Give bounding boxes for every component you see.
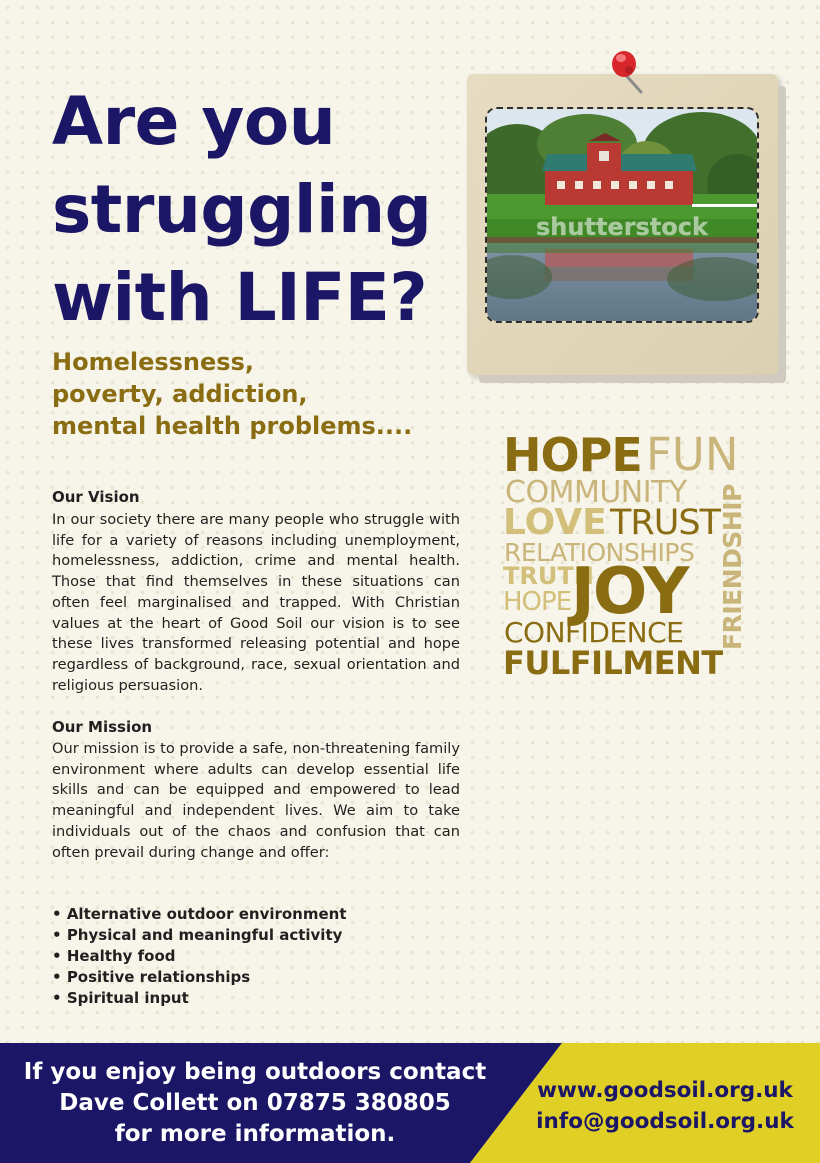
footer-contact-line-3: for more information. (114, 1121, 396, 1147)
photo-card (467, 74, 778, 375)
footer-contact-line-1: If you enjoy being outdoors contact (23, 1059, 487, 1085)
email-link[interactable]: info@goodsoil.org.uk (536, 1109, 794, 1134)
word-fun: FUN (646, 428, 739, 481)
website-link[interactable]: www.goodsoil.org.uk (537, 1078, 793, 1103)
vision-title: Our Vision (52, 488, 140, 506)
bullet-item: • Healthy food (52, 946, 347, 967)
word-fulfilment: FULFILMENT (503, 644, 723, 682)
subheading-line-3: mental health problems.... (52, 412, 413, 440)
subheading (52, 346, 412, 442)
headline-line-3: with LIFE? (52, 259, 428, 336)
word-confidence: CONFIDENCE (504, 616, 684, 649)
bullet-item: • Spiritual input (52, 988, 347, 1009)
subheading-line-2: poverty, addiction, (52, 380, 308, 408)
barn-photo (485, 107, 759, 323)
subheading-line-1: Homelessness, (52, 348, 254, 376)
footer-contact-text (0, 1057, 510, 1150)
mission-title: Our Mission (52, 718, 153, 736)
word-hope-small: HOPE (503, 587, 572, 617)
photo-watermark: shutterstock (536, 213, 708, 241)
word-love: LOVE (503, 502, 607, 543)
footer (0, 1043, 820, 1163)
headline (52, 78, 431, 342)
word-trust: TRUST (610, 503, 720, 543)
bullet-item: • Alternative outdoor environment (52, 904, 347, 925)
mission-text: Our mission is to provide a safe, non-threatening family environment where adults can develop essential life skills and can be equipped and empowered to lead meaningful and independent lives. We aim to take individuals out of the chaos and confusion that can often prevail during change and offer: (52, 740, 460, 861)
bullet-item: • Physical and meaningful activity (52, 925, 347, 946)
headline-line-2: struggling (52, 171, 432, 248)
bullet-list (52, 904, 347, 1009)
word-joy: JOY (571, 555, 688, 629)
word-truth: TRUTH (503, 562, 594, 590)
word-community: COMMUNITY (505, 475, 687, 510)
push-pin-icon (601, 44, 661, 104)
word-hope: HOPE (503, 428, 642, 482)
word-friendship: FRIENDSHIP (718, 484, 747, 650)
footer-links (520, 1075, 810, 1137)
word-relationships: RELATIONSHIPS (504, 538, 695, 567)
headline-line-1: Are you (52, 83, 336, 160)
vision-text: In our society there are many people who struggle with life for a variety of reasons including unemployment, homelessness, addiction, crime and mental health. Those that find themselves in these situations can often feel marginalised and trapped. With Christian values at the heart of Good Soil our vision is to see these lives transformed releasing potential and hope regardless of background, race, sexual orientation and religious persuasion. (52, 511, 460, 694)
bullet-item: • Positive relationships (52, 967, 347, 988)
footer-contact-line-2: Dave Collett on 07875 380805 (59, 1090, 451, 1116)
